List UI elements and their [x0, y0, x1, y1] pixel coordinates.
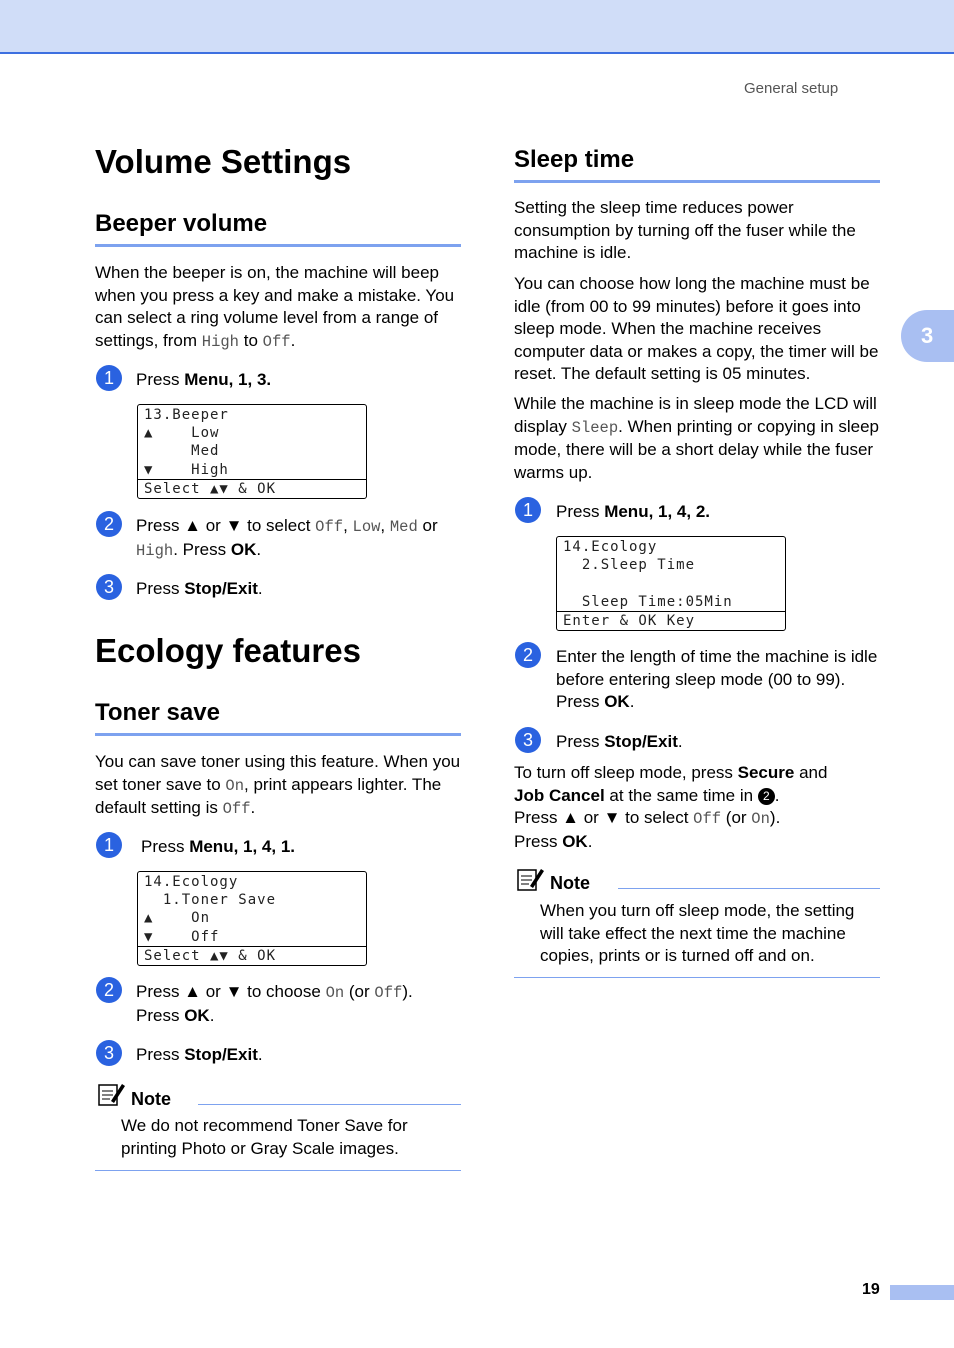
beeper-volume-title: Beeper volume	[95, 210, 268, 237]
chapter-tab: 3	[901, 310, 954, 362]
note-title: Note	[550, 873, 590, 893]
note-title: Note	[131, 1089, 171, 1109]
step-number: 1	[96, 832, 122, 858]
volume-settings-title: Volume Settings	[95, 143, 352, 180]
toner-note-text: We do not recommend Toner Save for printing Photo or Gray Scale images.	[121, 1116, 408, 1158]
sleep-step-2: Enter the length of time the machine is idle before entering sleep mode (00 to 99). Press OK.	[556, 647, 878, 711]
page-number: 19	[862, 1281, 880, 1298]
sleep-paragraph-1: Setting the sleep time reduces power consumption by turning off the fuser while the machine is idle.	[514, 198, 856, 262]
toner-step-2: Press ▲ or ▼ to choose On (or Off). Press OK.	[136, 982, 413, 1025]
beeper-paragraph: When the beeper is on, the machine will beep when you press a key and make a mistake. You can select a ring volume level from a range of settings, from High to Off.	[95, 263, 455, 351]
note-pencil-icon	[517, 866, 545, 892]
beeper-step-2: Press ▲ or ▼ to select Off, Low, Med or High. Press OK.	[136, 516, 438, 560]
note-pencil-icon	[98, 1081, 126, 1107]
sleep-note-text: When you turn off sleep mode, the setting will take effect the next time the machine copies, prints or is turned off and on.	[540, 901, 855, 965]
toner-lcd: 14.Ecology 1.Toner Save ▲ On ▼ Off Select ▲▼ & OK	[137, 871, 367, 966]
step-number: 1	[515, 497, 541, 523]
note-bottom-rule	[514, 977, 880, 978]
section-rule	[95, 244, 461, 247]
toner-step-3: Press Stop/Exit.	[136, 1045, 263, 1064]
step-number: 3	[515, 727, 541, 753]
toner-paragraph: You can save toner using this feature. When you set toner save to On, print appears lighter. The default setting is Off.	[95, 752, 461, 818]
section-rule	[95, 733, 461, 736]
sleep-step-3: Press Stop/Exit.	[556, 732, 683, 751]
sleep-paragraph-3: While the machine is in sleep mode the LCD will display Sleep. When printing or copying in sleep mode, there will be a short delay while the fuser warms up.	[514, 394, 879, 482]
sleep-time-title: Sleep time	[514, 146, 635, 173]
step-number: 1	[96, 365, 122, 391]
beeper-step-3: Press Stop/Exit.	[136, 579, 263, 598]
sleep-lcd: 14.Ecology 2.Sleep Time Sleep Time:05Min Enter & OK Key	[556, 536, 786, 631]
beeper-lcd: 13.Beeper ▲ Low Med ▼ High Select ▲▼ & OK	[137, 404, 367, 499]
toner-step-1: Press Menu, 1, 4, 1.	[141, 837, 296, 856]
page-number-bar	[890, 1285, 954, 1300]
toner-save-title: Toner save	[95, 699, 220, 726]
ecology-features-title: Ecology features	[95, 632, 361, 669]
step-2-reference: 2	[758, 788, 775, 805]
running-head: General setup	[744, 80, 839, 97]
note-rule	[618, 888, 880, 889]
step-number: 3	[96, 1040, 122, 1066]
sleep-paragraph-2: You can choose how long the machine must be idle (from 00 to 99 minutes) before it goes into sleep mode. When the machine receives computer data or makes a copy, the timer will be reset. The default setting is 05 minutes.	[514, 274, 879, 383]
note-bottom-rule	[95, 1170, 461, 1171]
section-rule	[514, 180, 880, 183]
step-number: 3	[96, 574, 122, 600]
sleep-step-1: Press Menu, 1, 4, 2.	[556, 502, 711, 521]
step-number: 2	[96, 977, 122, 1003]
note-rule	[198, 1104, 461, 1105]
top-banner	[0, 0, 954, 54]
turn-off-sleep-paragraph: To turn off sleep mode, press Secure and Job Cancel at the same time in 2 . Press ▲ or ▼ to select Off (or On). Press OK.	[514, 763, 828, 851]
step-number: 2	[515, 642, 541, 668]
beeper-step-1: Press Menu, 1, 3.	[136, 370, 272, 389]
step-number: 2	[96, 511, 122, 537]
